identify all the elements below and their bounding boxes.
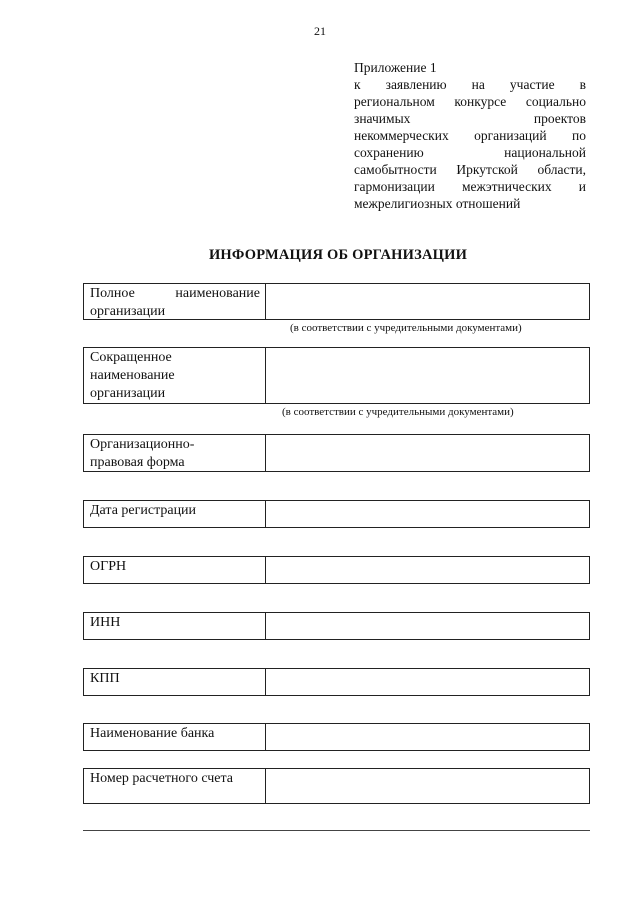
field-label: Номер расчетного счета — [84, 769, 266, 803]
field-label-line: Сокращенное — [90, 350, 172, 365]
field-full-name — [83, 283, 590, 320]
field-label — [84, 435, 266, 471]
field-legal-form — [83, 434, 590, 472]
full-name-input[interactable] — [266, 284, 589, 319]
field-kpp — [83, 668, 590, 696]
bottom-divider — [83, 830, 590, 831]
account-number-input[interactable] — [266, 769, 589, 803]
field-label: ИНН — [84, 613, 266, 639]
field-label-line: Организационно- — [90, 437, 195, 452]
appendix-line: значимых проектов — [354, 111, 586, 126]
field-label — [84, 348, 266, 403]
appendix-line: сохранению национальной — [354, 145, 586, 160]
appendix-line: Приложение 1 — [354, 60, 437, 75]
form-title: ИНФОРМАЦИЯ ОБ ОРГАНИЗАЦИИ — [208, 247, 468, 263]
page-number: 21 — [314, 24, 326, 38]
field-label-line: Полное наименование — [90, 286, 260, 301]
appendix-line: самобытности Иркутской области, — [354, 162, 586, 177]
appendix-line: к заявлению на участие в — [354, 77, 586, 92]
field-label-line: правовая форма — [90, 455, 185, 470]
field-inn — [83, 612, 590, 640]
field-caption: (в соответствии с учредительными документами) — [290, 322, 522, 334]
appendix-line: некоммерческих организаций по — [354, 128, 586, 143]
field-bank-name — [83, 723, 590, 751]
field-label-line: наименование — [90, 368, 175, 383]
field-label: КПП — [84, 669, 266, 695]
appendix-line: региональном конкурсе социально — [354, 94, 586, 109]
field-short-name — [83, 347, 590, 404]
kpp-input[interactable] — [266, 669, 589, 695]
field-label — [84, 284, 266, 319]
appendix-block — [354, 59, 586, 212]
registration-date-input[interactable] — [266, 501, 589, 527]
field-ogrn — [83, 556, 590, 584]
field-account-number — [83, 768, 590, 804]
short-name-input[interactable] — [266, 348, 589, 403]
field-label-line: организации — [90, 304, 166, 319]
bank-name-input[interactable] — [266, 724, 589, 750]
inn-input[interactable] — [266, 613, 589, 639]
field-label: Дата регистрации — [84, 501, 266, 527]
field-caption: (в соответствии с учредительными документами) — [282, 406, 514, 418]
appendix-line: межрелигиозных отношений — [354, 196, 521, 211]
appendix-line: гармонизации межэтнических и — [354, 179, 586, 194]
legal-form-input[interactable] — [266, 435, 589, 471]
field-label-line: организации — [90, 386, 166, 401]
field-label: Наименование банка — [84, 724, 266, 750]
field-label: ОГРН — [84, 557, 266, 583]
field-registration-date — [83, 500, 590, 528]
ogrn-input[interactable] — [266, 557, 589, 583]
